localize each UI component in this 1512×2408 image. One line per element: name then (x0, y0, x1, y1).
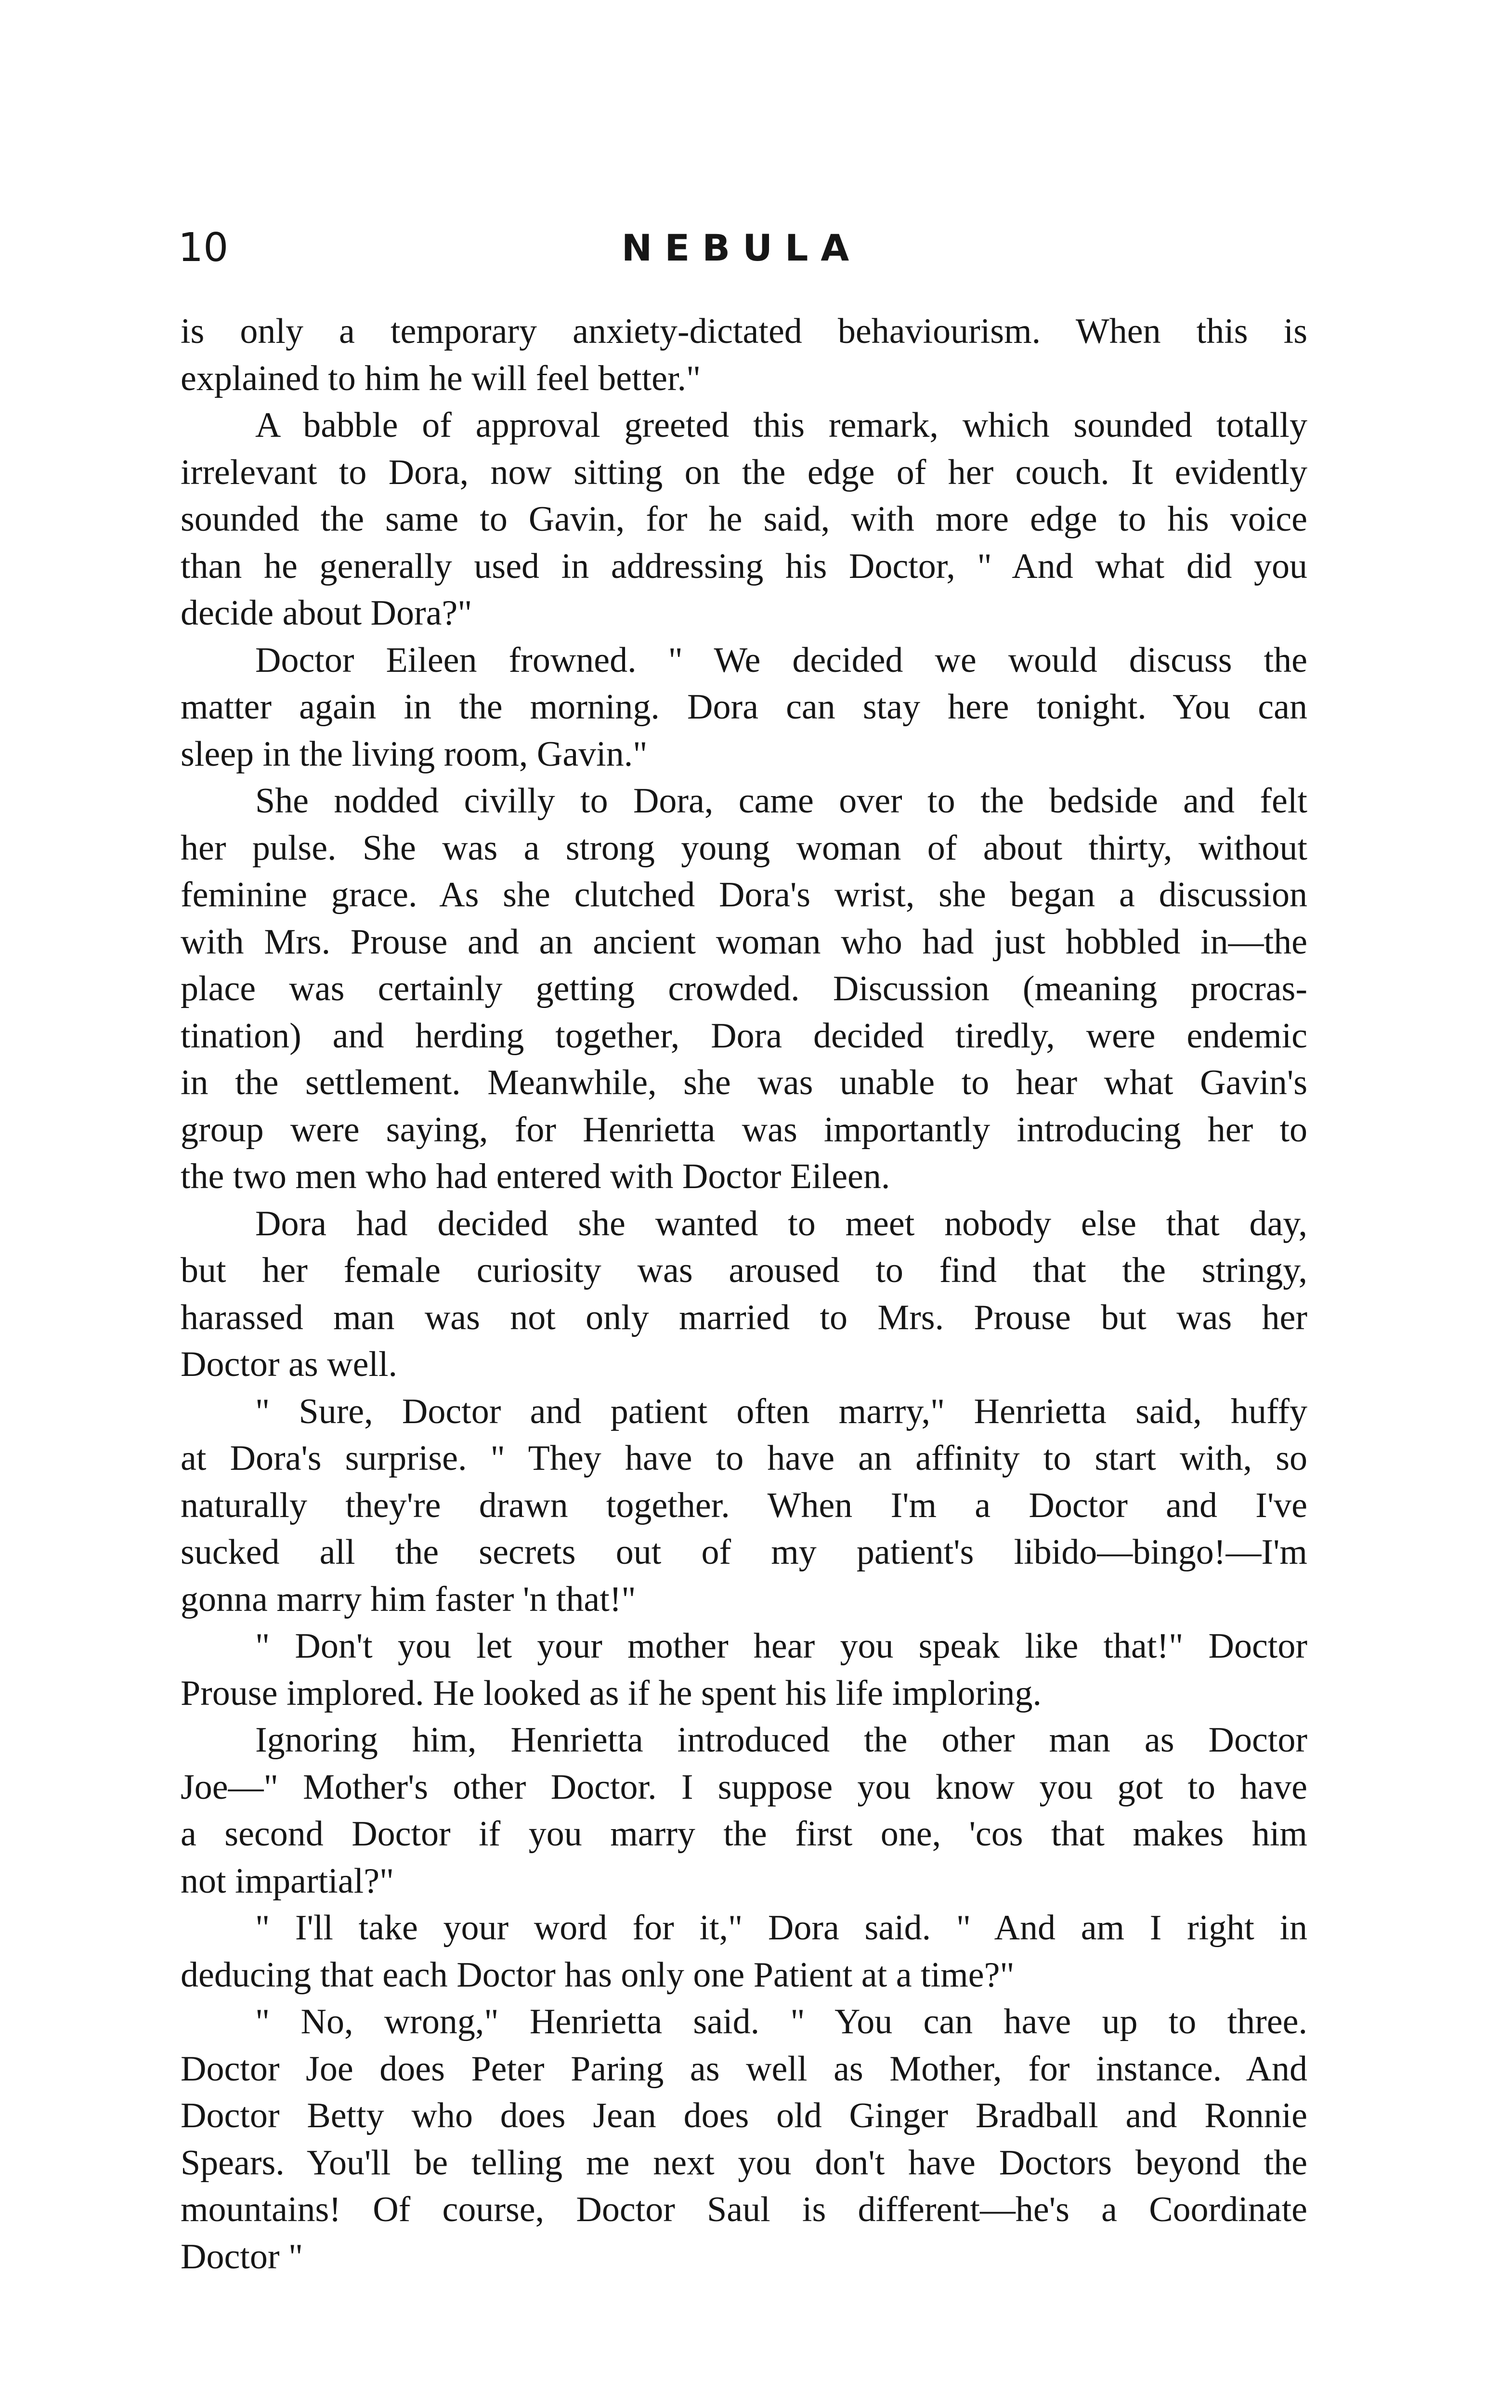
text-line: explained to him he will feel better." (181, 358, 701, 398)
text-line: Doctor Betty who does Jean does old Ginger Bradball and Ronnie (181, 2096, 1307, 2135)
text-line: irrelevant to Dora, now sitting on the edge of her couch. It evidently (181, 452, 1307, 492)
text-line: feminine grace. As she clutched Dora's wrist, she began a discussion (181, 875, 1307, 915)
text-line: group were saying, for Henrietta was importantly introducing her to (181, 1110, 1307, 1150)
text-line: but her female curiosity was aroused to find that the stringy, (181, 1251, 1307, 1290)
text-line: A babble of approval greeted this remark, which sounded totally (255, 406, 1307, 445)
text-line: " No, wrong," Henrietta said. " You can have up to three. (255, 2002, 1307, 2042)
text-line: matter again in the morning. Dora can stay here tonight. You can (181, 687, 1307, 727)
story-text (181, 308, 1307, 2280)
text-line: tination) and herding together, Dora decided tiredly, were endemic (181, 1016, 1307, 1056)
text-line: decide about Dora?" (181, 593, 472, 633)
journal-title: NEBULA (621, 226, 862, 269)
text-line: at Dora's surprise. " They have to have an affinity to start with, so (181, 1439, 1307, 1478)
text-line: Doctor Joe does Peter Paring as well as Mother, for instance. And (181, 2049, 1307, 2089)
text-line: Prouse implored. He looked as if he spent his life imploring. (181, 1673, 1042, 1713)
text-line: the two men who had entered with Doctor Eileen. (181, 1157, 890, 1196)
text-line: deducing that each Doctor has only one Patient at a time?" (181, 1955, 1015, 1995)
running-head (178, 222, 1305, 279)
text-line: mountains! Of course, Doctor Saul is different—he's a Coordinate (181, 2190, 1307, 2229)
text-line: gonna marry him faster 'n that!" (181, 1579, 636, 1619)
text-line: sucked all the secrets out of my patient's libido—bingo!—I'm (181, 1532, 1307, 1572)
text-line: Doctor Eileen frowned. " We decided we would discuss the (255, 640, 1307, 680)
text-line: is only a temporary anxiety-dictated behaviourism. When this is (181, 312, 1307, 351)
text-line: sounded the same to Gavin, for he said, with more edge to his voice (181, 499, 1307, 539)
text-line: harassed man was not only married to Mrs. Prouse but was her (181, 1297, 1307, 1337)
text-line: naturally they're drawn together. When I'm a Doctor and I've (181, 1485, 1307, 1525)
text-line: a second Doctor if you marry the first one, 'cos that makes him (181, 1814, 1307, 1854)
text-line: her pulse. She was a strong young woman of about thirty, without (181, 828, 1307, 868)
page-number: 10 (178, 225, 229, 271)
text-line: " Sure, Doctor and patient often marry," Henrietta said, huffy (255, 1391, 1307, 1431)
text-line: Doctor " (181, 2237, 303, 2277)
text-line: She nodded civilly to Dora, came over to the bedside and felt (255, 781, 1307, 821)
text-line: sleep in the living room, Gavin." (181, 734, 648, 774)
text-line: Ignoring him, Henrietta introduced the other man as Doctor (255, 1720, 1307, 1760)
text-line: Spears. You'll be telling me next you don't have Doctors beyond the (181, 2143, 1307, 2183)
text-line: in the settlement. Meanwhile, she was unable to hear what Gavin's (181, 1063, 1307, 1102)
text-line: not impartial?" (181, 1861, 394, 1901)
text-line: place was certainly getting crowded. Discussion (meaning procras- (181, 969, 1307, 1008)
text-line: Dora had decided she wanted to meet nobody else that day, (255, 1204, 1307, 1243)
text-line: than he generally used in addressing his Doctor, " And what did you (181, 546, 1307, 586)
text-line: with Mrs. Prouse and an ancient woman who had just hobbled in—the (181, 922, 1307, 962)
text-line: " I'll take your word for it," Dora said. " And am I right in (255, 1908, 1307, 1948)
text-line: " Don't you let your mother hear you speak like that!" Doctor (255, 1626, 1307, 1666)
text-line: Doctor as well. (181, 1345, 398, 1384)
text-line: Joe—" Mother's other Doctor. I suppose you know you got to have (181, 1767, 1307, 1807)
